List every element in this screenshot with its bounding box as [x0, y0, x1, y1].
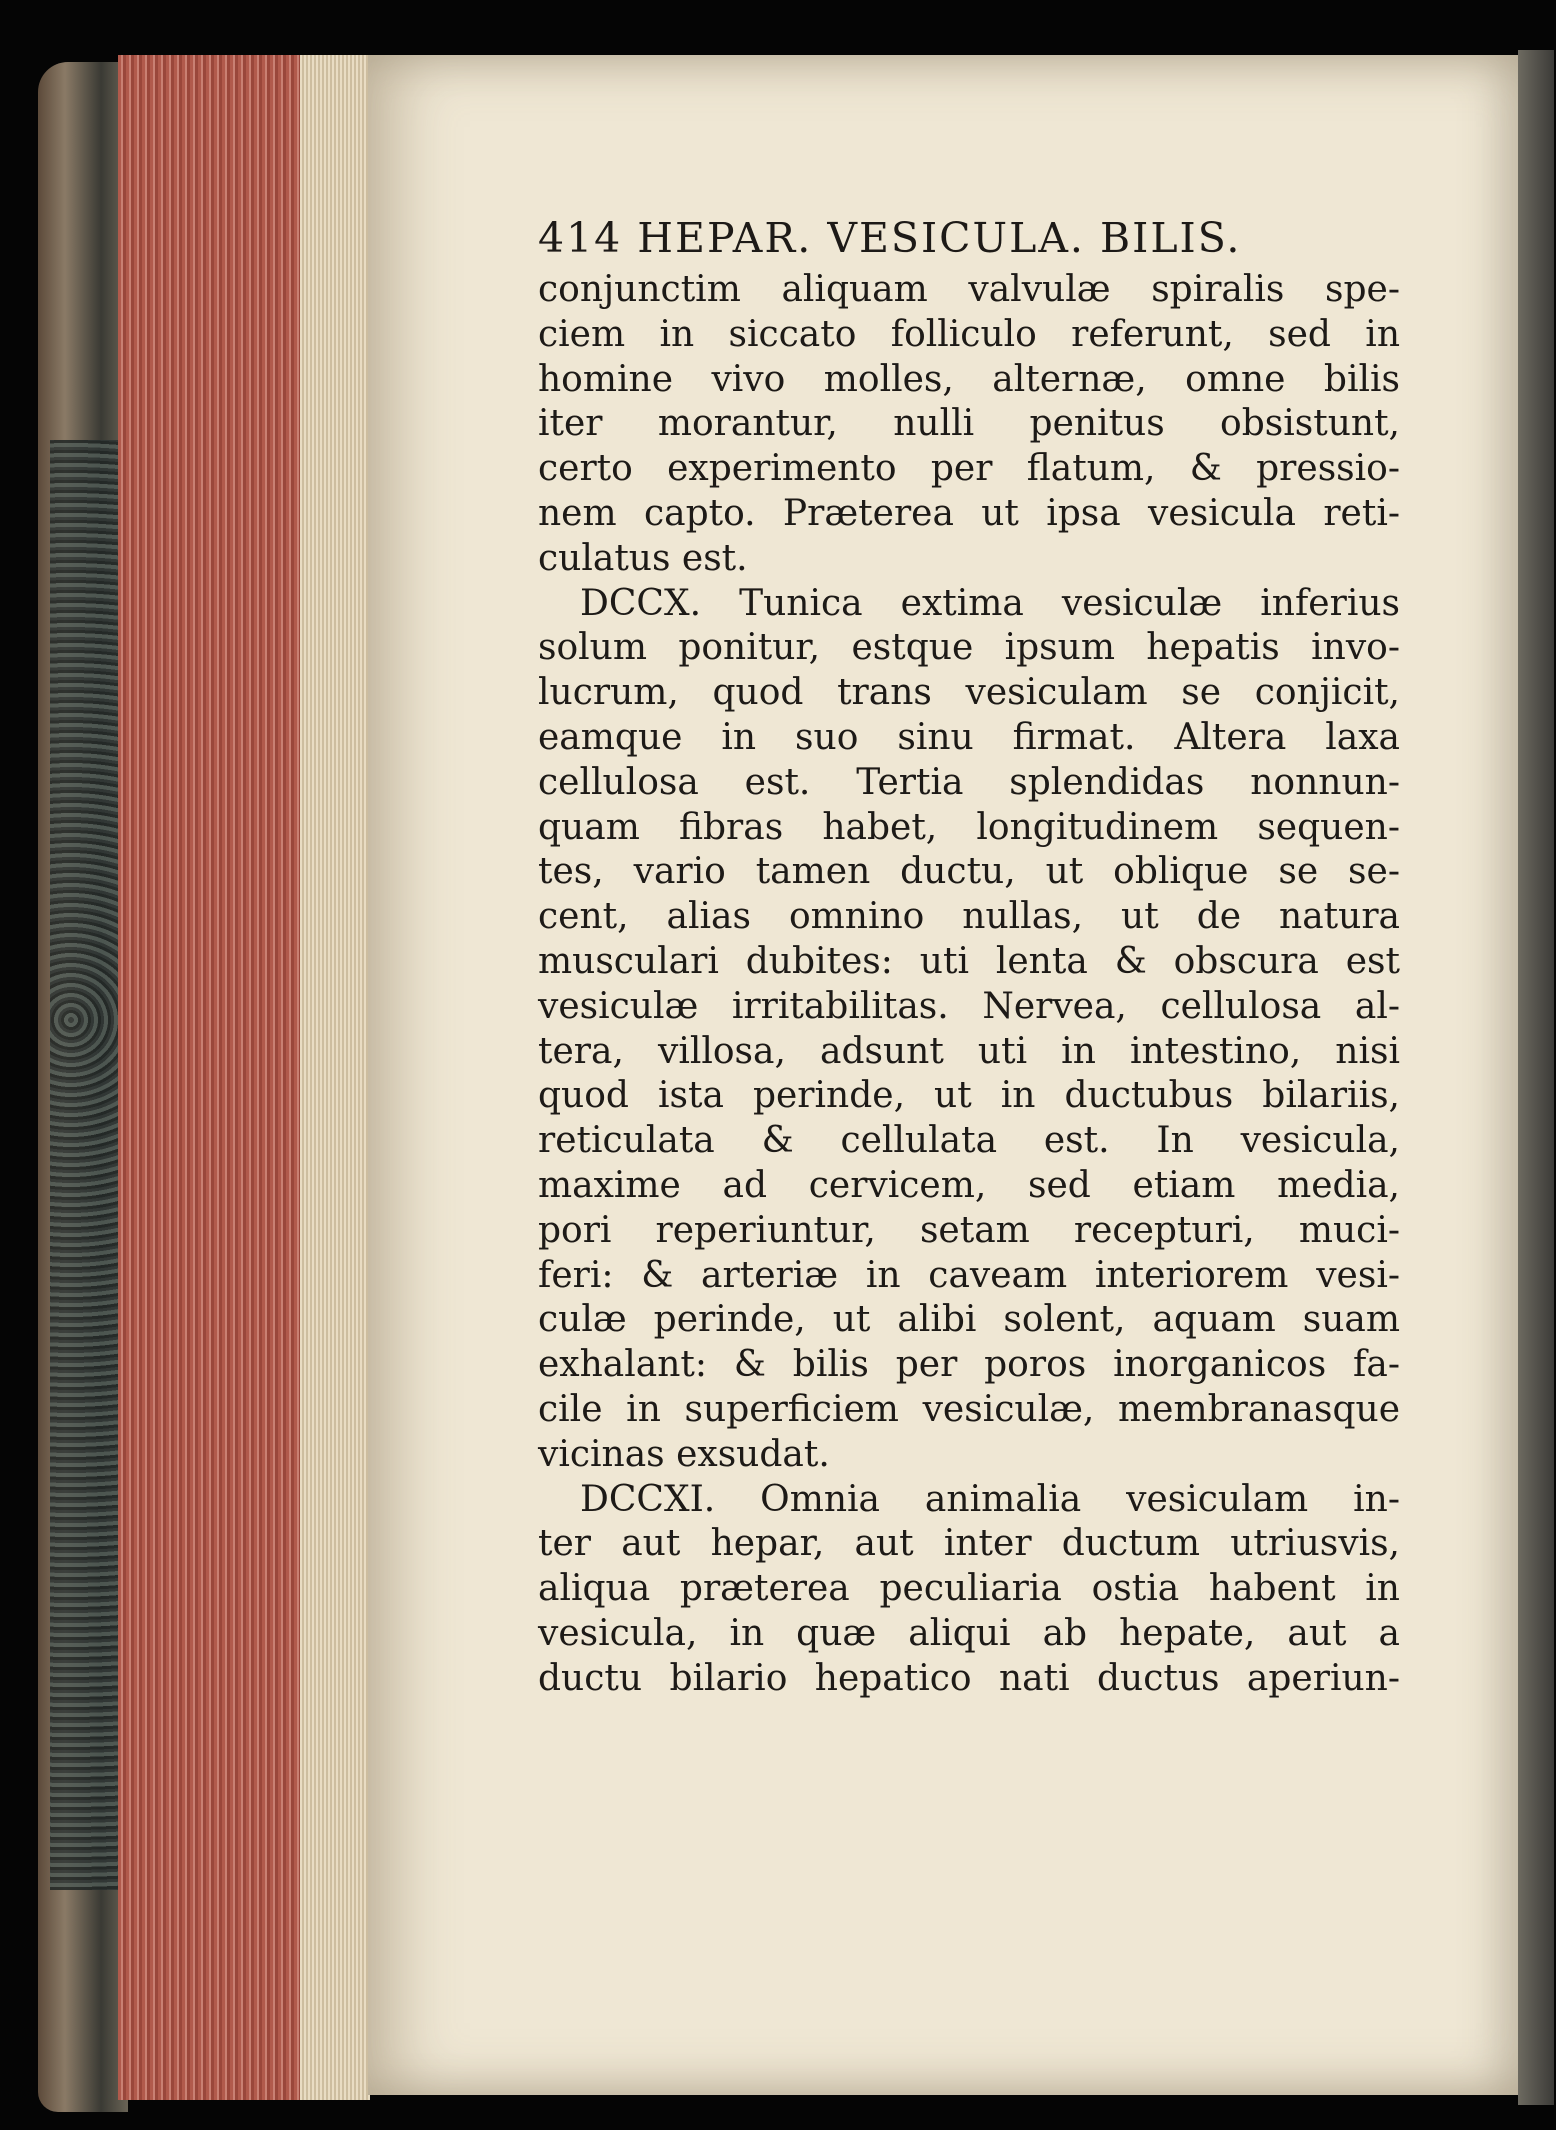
text-line: solum ponitur, estque ipsum hepatis invo- [538, 627, 1400, 669]
facing-page-edge [1518, 50, 1554, 2105]
text-line: culatus est. [538, 537, 748, 579]
text-line: quod ista perinde, ut in ductubus bilariis, [538, 1075, 1400, 1117]
text-line: maxime ad cervicem, sed etiam media, [538, 1164, 1400, 1206]
text-line: ductu bilario hepatico nati ductus aperiun- [538, 1657, 1400, 1699]
text-line: tes, vario tamen ductu, ut oblique se se- [538, 851, 1400, 893]
section-heading-line: DCCXI. Omnia animalia vesiculam in- [580, 1478, 1400, 1520]
text-line: vesiculæ irritabilitas. Nervea, cellulosa al- [538, 985, 1400, 1027]
text-line: ter aut hepar, aut inter ductum utriusvis, [538, 1523, 1400, 1565]
text-line: certo experimento per flatum, & pressio- [538, 448, 1400, 490]
page-text [538, 212, 1400, 1702]
text-line: pori reperiuntur, setam recepturi, muci- [538, 1209, 1400, 1251]
text-line: vesicula, in quæ aliqui ab hepate, aut a [538, 1612, 1400, 1654]
running-header: 414 HEPAR. VESICULA. BILIS. [538, 214, 1242, 262]
text-line: culæ perinde, ut alibi solent, aquam suam [538, 1299, 1400, 1341]
text-line: feri: & arteriæ in caveam interiorem vesi- [538, 1254, 1400, 1296]
text-line: conjunctim aliquam valvulæ spiralis spe- [538, 269, 1400, 310]
text-line: iter morantur, nulli penitus obsistunt, [538, 403, 1400, 445]
text-line: homine vivo molles, alternæ, omne bilis [538, 358, 1400, 400]
text-line: eamque in suo sinu firmat. Altera laxa [538, 716, 1400, 758]
page-edges-inner [300, 55, 370, 2100]
section-heading-line: DCCX. Tunica extima vesiculæ inferius [580, 582, 1400, 624]
text-line: vicinas exsudat. [538, 1433, 830, 1475]
text-line: aliqua præterea peculiaria ostia habent in [538, 1568, 1400, 1610]
text-line: exhalant: & bilis per poros inorganicos fa- [538, 1344, 1400, 1386]
text-line: cent, alias omnino nullas, ut de natura [538, 896, 1400, 938]
text-line: tera, villosa, adsunt uti in intestino, nisi [538, 1030, 1400, 1072]
text-line: cile in superficiem vesiculæ, membranasque [538, 1388, 1400, 1430]
text-line: quam fibras habet, longitudinem sequen- [538, 806, 1400, 848]
text-line: lucrum, quod trans vesiculam se conjicit, [538, 672, 1400, 714]
text-line: ciem in siccato folliculo referunt, sed in [538, 313, 1400, 355]
marbled-cover-pattern [50, 440, 120, 1890]
text-line: cellulosa est. Tertia splendidas nonnun- [538, 761, 1400, 803]
text-line: reticulata & cellulata est. In vesicula, [538, 1120, 1400, 1162]
text-line: musculari dubites: uti lenta & obscura est [538, 940, 1400, 982]
text-line: nem capto. Præterea ut ipsa vesicula reti- [538, 492, 1400, 534]
